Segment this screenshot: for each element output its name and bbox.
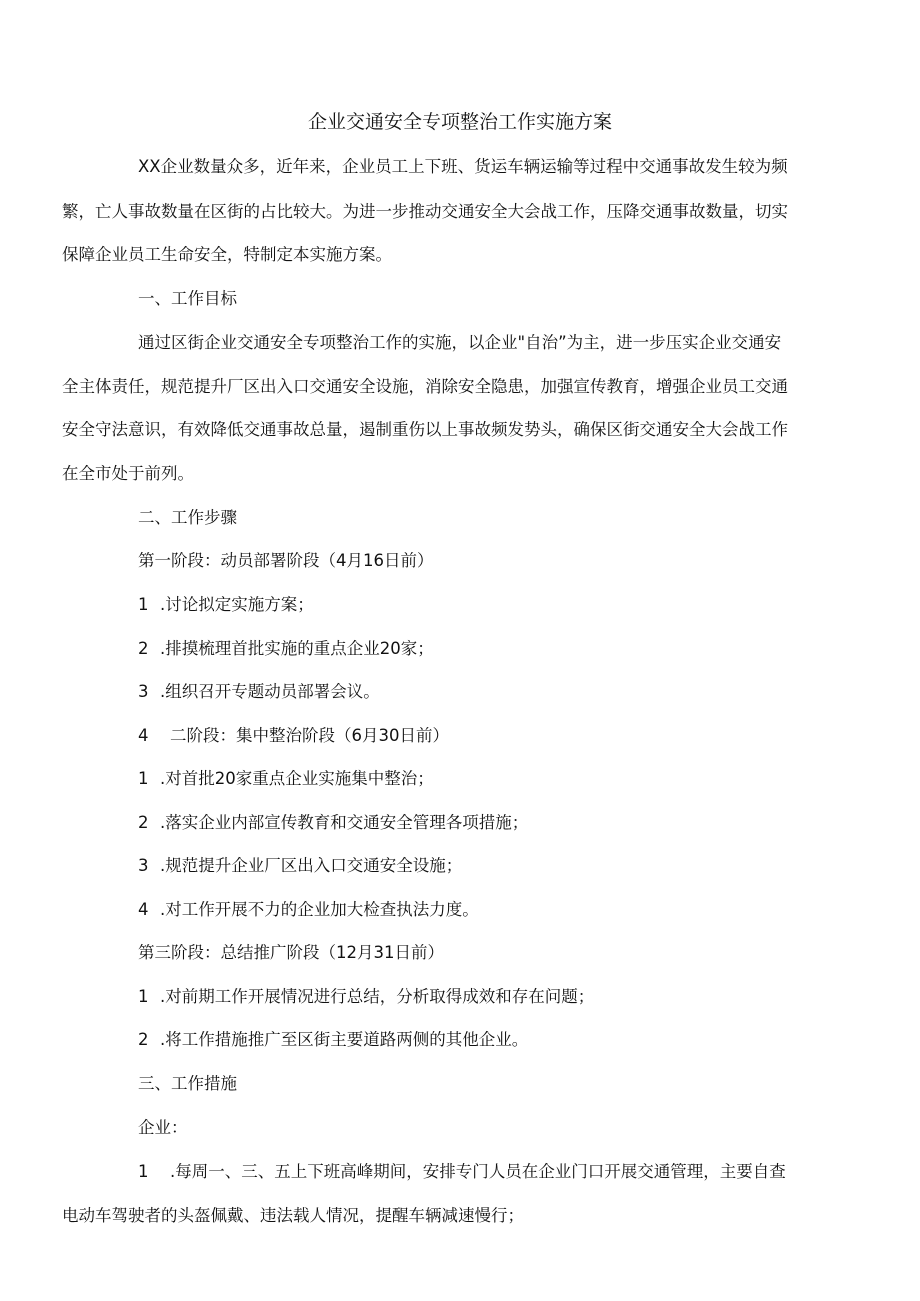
list-item-number: 4 (138, 900, 149, 919)
list-item-text: .对前期工作开展情况进行总结，分析取得成效和存在问题； (160, 987, 595, 1006)
list-item-text: .组织召开专题动员部署会议。 (160, 682, 380, 701)
list-item (138, 1028, 528, 1052)
list-item (138, 898, 479, 922)
intro-line: XX企业数量众多，近年来，企业员工上下班、货运车辆运输等过程中交通事故发生较为频 (138, 157, 788, 176)
measure-line (138, 1160, 786, 1184)
measure-line-cont: 电动车驾驶者的头盔佩戴、违法载人情况，提醒车辆减速慢行； (62, 1206, 524, 1225)
list-item (138, 637, 434, 661)
list-item-number: 1 (138, 987, 149, 1006)
list-item-number: 2 (138, 813, 149, 832)
list-item-number: 3 (138, 682, 149, 701)
section-heading-goals: 一、工作目标 (138, 289, 237, 308)
goals-line: 全主体责任，规范提升厂区出入口交通安全设施，消除安全隐患，加强宣传教育，增强企业员工交通 (62, 377, 788, 396)
list-item-text: .规范提升企业厂区出入口交通安全设施； (160, 856, 463, 875)
goals-line: 在全市处于前列。 (62, 464, 194, 483)
list-item (138, 680, 380, 704)
list-item-text: .落实企业内部宣传教育和交通安全管理各项措施； (160, 813, 529, 832)
list-item-text: .对工作开展不力的企业加大检查执法力度。 (160, 900, 479, 919)
list-item (138, 811, 528, 835)
stage-heading: 第一阶段：动员部署阶段（4月16日前） (138, 551, 434, 570)
list-item (138, 767, 434, 791)
list-item-text: .对首批20家重点企业实施集中整治； (160, 769, 434, 788)
list-item (138, 985, 594, 1009)
enterprise-label: 企业： (138, 1118, 188, 1137)
stage-heading (138, 724, 449, 748)
list-item-number: 2 (138, 1030, 149, 1049)
stage-heading: 第三阶段：总结推广阶段（12月31日前） (138, 943, 444, 962)
list-item-number: 1 (138, 769, 149, 788)
intro-line: 保障企业员工生命安全，特制定本实施方案。 (62, 245, 392, 264)
list-item-number: 2 (138, 639, 149, 658)
document-title: 企业交通安全专项整治工作实施方案 (307, 111, 612, 133)
list-item-text: .排摸梳理首批实施的重点企业20家； (160, 639, 434, 658)
measure-text: .每周一、三、五上下班高峰期间，安排专门人员在企业门口开展交通管理，主要自查 (170, 1162, 786, 1181)
intro-line: 繁，亡人事故数量在区街的占比较大。为进一步推动交通安全大会战工作，压降交通事故数量，切实 (62, 202, 788, 221)
section-heading-measures: 三、工作措施 (138, 1074, 237, 1093)
stage-number: 4 (138, 726, 149, 745)
goals-line: 安全守法意识，有效降低交通事故总量，遏制重伤以上事故频发势头，确保区街交通安全大会战工作 (62, 420, 788, 439)
list-item-number: 1 (138, 595, 149, 614)
list-item (138, 593, 314, 617)
list-item (138, 854, 462, 878)
list-item-text: .将工作措施推广至区街主要道路两侧的其他企业。 (160, 1030, 529, 1049)
measure-number: 1 (138, 1162, 149, 1181)
goals-line: 通过区街企业交通安全专项整治工作的实施，以企业"自治”为主，进一步压实企业交通安 (138, 333, 782, 352)
section-heading-steps: 二、工作步骤 (138, 508, 237, 527)
list-item-text: .讨论拟定实施方案； (160, 595, 314, 614)
list-item-number: 3 (138, 856, 149, 875)
stage-heading-text: 二阶段：集中整治阶段（6月30日前） (170, 726, 449, 745)
